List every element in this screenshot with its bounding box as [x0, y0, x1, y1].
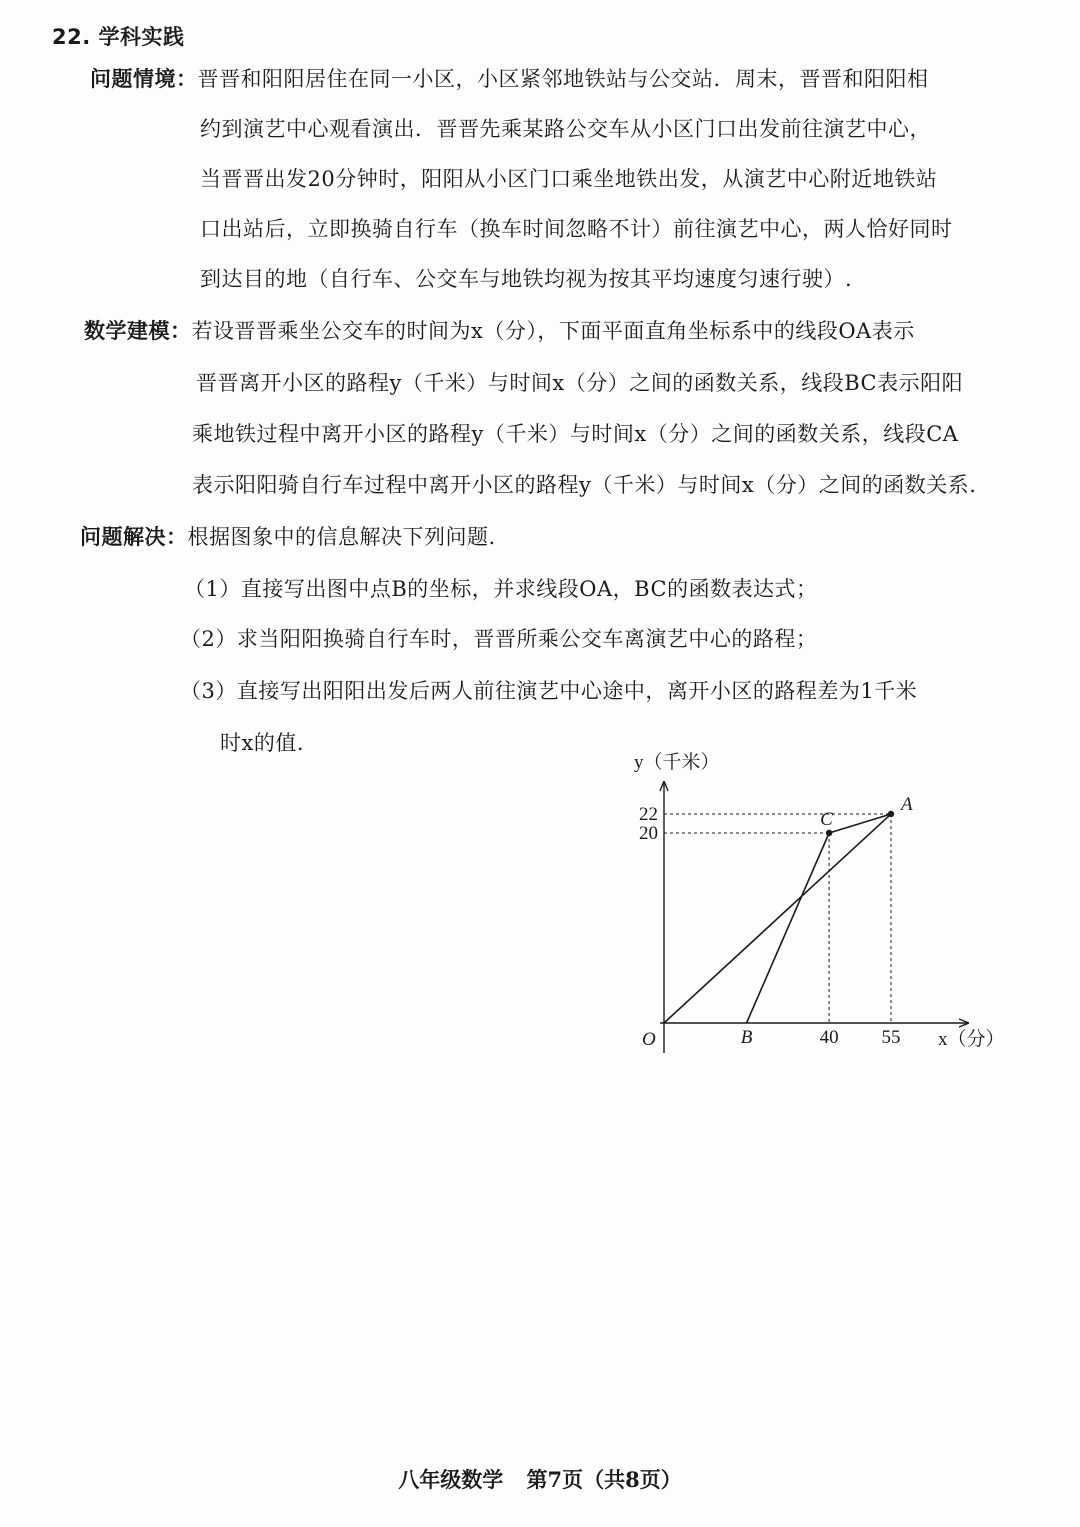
modeling-line-4: 表示阳阳骑自行车过程中离开小区的路程y（千米）与时间x（分）之间的函数关系. — [192, 473, 977, 497]
y-tick-label-22: 22 — [639, 804, 658, 825]
x-axis-label: x（分） — [938, 1029, 1005, 1050]
modeling-line-2: 晋晋离开小区的路程y（千米）与时间x（分）之间的函数关系，线段BC表示阳阳 — [196, 371, 964, 395]
problem-heading — [52, 22, 185, 52]
question-1: （1）直接写出图中点B的坐标，并求线段OA，BC的函数表达式； — [184, 577, 818, 601]
situation-line-3: 当晋晋出发20分钟时，阳阳从小区门口乘坐地铁出发，从演艺中心附近地铁站 — [200, 167, 938, 191]
x-tick-label-40: 40 — [819, 1027, 839, 1048]
point-a — [888, 811, 894, 817]
origin-label: O — [642, 1029, 656, 1050]
segment-bc — [747, 833, 830, 1023]
situation-label: 问题情境： — [90, 67, 198, 91]
footer-page-number: 第7页（共8页） — [526, 1467, 682, 1492]
function-graph — [600, 740, 1020, 1070]
x-tick-label-55: 55 — [881, 1027, 901, 1048]
situation-line-2: 约到演艺中心观看演出．晋晋先乘某路公交车从小区门口出发前往演艺中心， — [200, 117, 931, 141]
point-c — [826, 830, 832, 836]
problem-title: 学科实践 — [98, 25, 185, 49]
page-footer — [0, 1464, 1080, 1494]
situation-line-1: 问题情境：晋晋和阳阳居住在同一小区，小区紧邻地铁站与公交站．周末，晋晋和阳阳相 — [90, 67, 929, 91]
segment-oa — [664, 814, 891, 1023]
point-label-a: A — [901, 794, 913, 815]
problem-number: 22. — [52, 25, 91, 49]
point-label-c: C — [820, 809, 833, 830]
question-3-continued: 时x的值. — [220, 731, 305, 755]
modeling-line-1: 数学建模：若设晋晋乘坐公交车的时间为x（分），下面平面直角坐标系中的线段OA表示 — [84, 319, 915, 343]
situation-line-4: 口出站后，立即换骑自行车（换车时间忽略不计）前往演艺中心，两人恰好同时 — [200, 217, 953, 241]
modeling-line-3: 乘地铁过程中离开小区的路程y（千米）与时间x（分）之间的函数关系，线段CA — [192, 422, 959, 446]
situation-line-5: 到达目的地（自行车、公交车与地铁均视为按其平均速度匀速行驶）. — [200, 267, 853, 291]
modeling-label: 数学建模： — [84, 319, 192, 343]
y-axis-label: y（千米） — [634, 752, 720, 773]
solving-line: 问题解决：根据图象中的信息解决下列问题. — [80, 525, 496, 549]
solving-label: 问题解决： — [80, 525, 188, 549]
footer-subject: 八年级数学 — [398, 1467, 504, 1492]
question-2: （2）求当阳阳换骑自行车时，晋晋所乘公交车离演艺中心的路程； — [180, 627, 818, 651]
y-tick-label-20: 20 — [639, 823, 658, 844]
question-3: （3）直接写出阳阳出发后两人前往演艺中心途中，离开小区的路程差为1千米 — [180, 679, 918, 703]
x-tick-label-b: B — [740, 1027, 753, 1048]
